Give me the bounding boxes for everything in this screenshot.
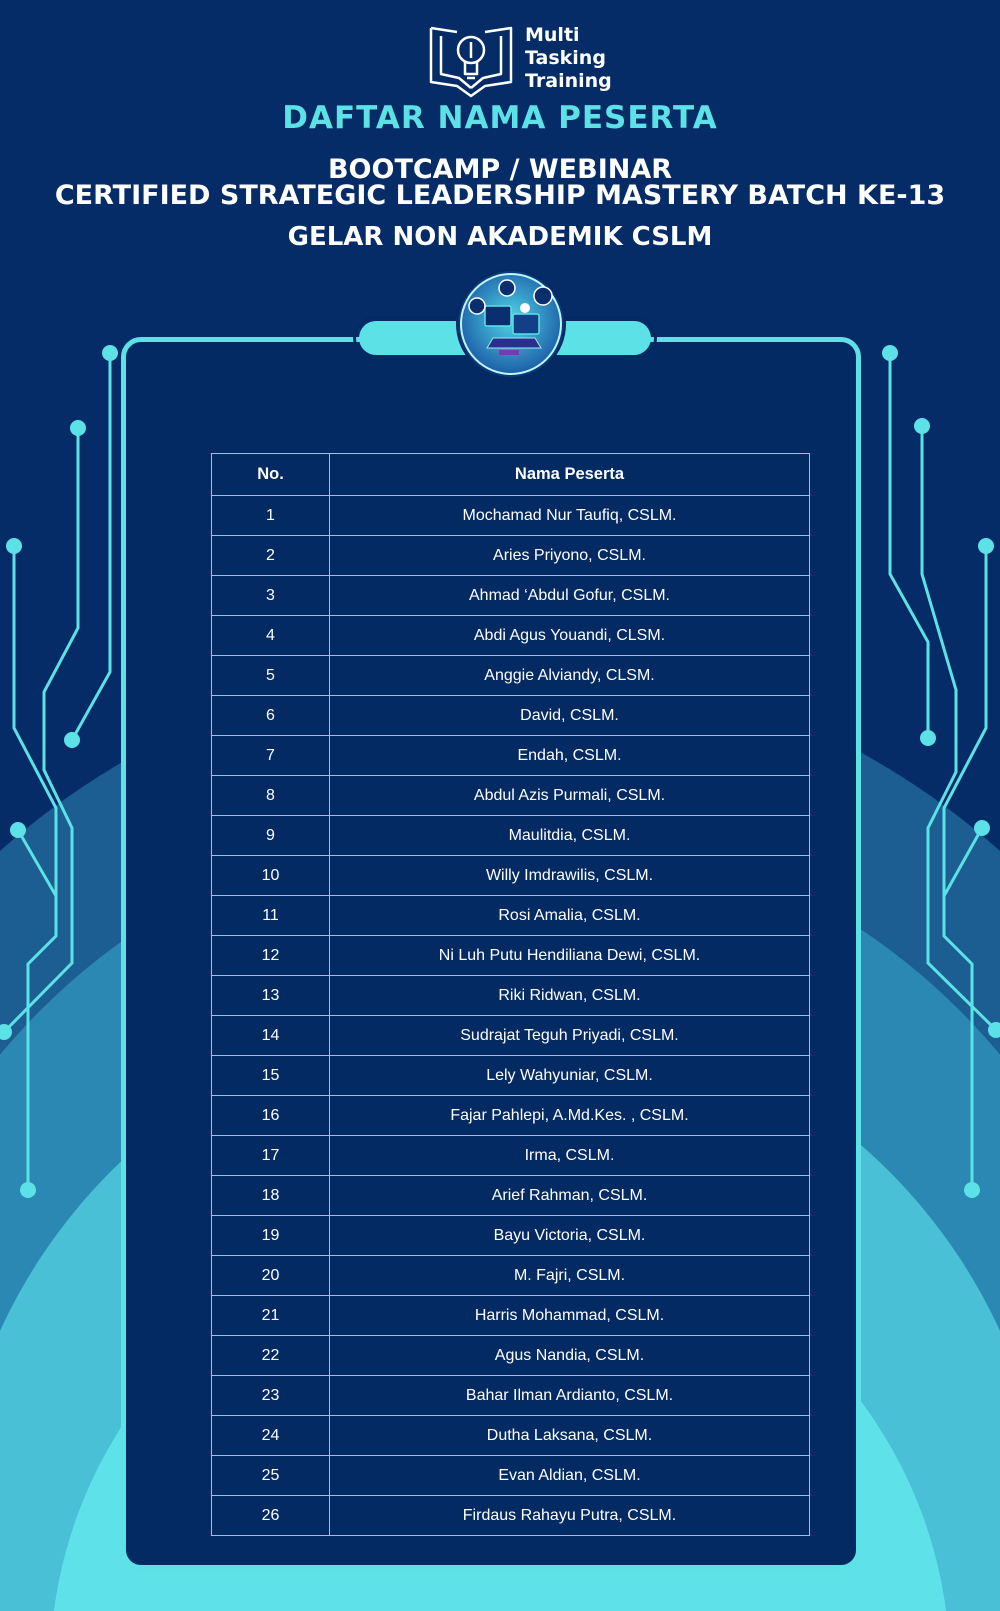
subtitle-line-2: CERTIFIED STRATEGIC LEADERSHIP MASTERY BATCH KE-13	[54, 180, 946, 211]
subtitle-line-3: GELAR NON AKADEMIK CSLM	[287, 222, 713, 252]
table-row	[212, 576, 810, 616]
participant-name: Maulitdia, CSLM.	[330, 816, 810, 856]
participant-name: Anggie Alviandy, CLSM.	[330, 656, 810, 696]
row-number: 19	[212, 1216, 330, 1256]
participant-name: Bahar Ilman Ardianto, CSLM.	[330, 1376, 810, 1416]
participant-name: Evan Aldian, CSLM.	[330, 1456, 810, 1496]
table-row	[212, 1416, 810, 1456]
row-number: 7	[212, 736, 330, 776]
table-row	[212, 1176, 810, 1216]
brand-line-2: Tasking	[525, 47, 606, 69]
participant-name: Lely Wahyuniar, CSLM.	[330, 1056, 810, 1096]
table-row	[212, 816, 810, 856]
table-row	[212, 656, 810, 696]
participant-name: Harris Mohammad, CSLM.	[330, 1296, 810, 1336]
table-row	[212, 976, 810, 1016]
row-number: 5	[212, 656, 330, 696]
participant-name: Agus Nandia, CSLM.	[330, 1336, 810, 1376]
participant-name: Rosi Amalia, CSLM.	[330, 896, 810, 936]
table-header-row	[212, 454, 810, 496]
row-number: 22	[212, 1336, 330, 1376]
table-row	[212, 1096, 810, 1136]
row-number: 17	[212, 1136, 330, 1176]
row-number: 23	[212, 1376, 330, 1416]
table-row	[212, 1496, 810, 1536]
table-row	[212, 1296, 810, 1336]
participant-name: Irma, CSLM.	[330, 1136, 810, 1176]
participant-name: Mochamad Nur Taufiq, CSLM.	[330, 496, 810, 536]
table-row	[212, 896, 810, 936]
participant-name: Aries Priyono, CSLM.	[330, 536, 810, 576]
row-number: 16	[212, 1096, 330, 1136]
participant-name: Ahmad ‘Abdul Gofur, CSLM.	[330, 576, 810, 616]
table-row	[212, 696, 810, 736]
table-row	[212, 616, 810, 656]
participant-name: Dutha Laksana, CSLM.	[330, 1416, 810, 1456]
row-number: 20	[212, 1256, 330, 1296]
table-row	[212, 1376, 810, 1416]
subtitle-line-1: BOOTCAMP / WEBINAR	[327, 154, 673, 185]
table-row	[212, 536, 810, 576]
participant-name: Endah, CSLM.	[330, 736, 810, 776]
table-row	[212, 776, 810, 816]
participant-name: David, CSLM.	[330, 696, 810, 736]
participant-name: Bayu Victoria, CSLM.	[330, 1216, 810, 1256]
header-no: No.	[212, 454, 330, 496]
participant-name: M. Fajri, CSLM.	[330, 1256, 810, 1296]
row-number: 25	[212, 1456, 330, 1496]
brand-line-3: Training	[525, 70, 612, 92]
row-number: 13	[212, 976, 330, 1016]
table-row	[212, 1456, 810, 1496]
participant-name: Sudrajat Teguh Priyadi, CSLM.	[330, 1016, 810, 1056]
brand-line-1: Multi	[525, 24, 580, 46]
participant-name: Ni Luh Putu Hendiliana Dewi, CSLM.	[330, 936, 810, 976]
row-number: 6	[212, 696, 330, 736]
participant-name: Riki Ridwan, CSLM.	[330, 976, 810, 1016]
table-row	[212, 1256, 810, 1296]
brand-logo	[427, 22, 627, 98]
row-number: 2	[212, 536, 330, 576]
row-number: 9	[212, 816, 330, 856]
tech-computer-emblem-icon	[455, 268, 567, 380]
participant-name: Abdi Agus Youandi, CLSM.	[330, 616, 810, 656]
row-number: 1	[212, 496, 330, 536]
table-row	[212, 736, 810, 776]
participant-name: Firdaus Rahayu Putra, CSLM.	[330, 1496, 810, 1536]
row-number: 12	[212, 936, 330, 976]
table-row	[212, 1136, 810, 1176]
row-number: 24	[212, 1416, 330, 1456]
participant-table	[211, 453, 810, 1536]
row-number: 4	[212, 616, 330, 656]
header-name: Nama Peserta	[330, 454, 810, 496]
participant-name: Willy Imdrawilis, CSLM.	[330, 856, 810, 896]
participant-name: Arief Rahman, CSLM.	[330, 1176, 810, 1216]
row-number: 11	[212, 896, 330, 936]
row-number: 3	[212, 576, 330, 616]
table-row	[212, 496, 810, 536]
participant-name: Abdul Azis Purmali, CSLM.	[330, 776, 810, 816]
table-row	[212, 1216, 810, 1256]
row-number: 10	[212, 856, 330, 896]
participant-name: Fajar Pahlepi, A.Md.Kes. , CSLM.	[330, 1096, 810, 1136]
table-row	[212, 1056, 810, 1096]
row-number: 18	[212, 1176, 330, 1216]
book-lightbulb-icon	[427, 22, 517, 98]
table-row	[212, 936, 810, 976]
page-title: DAFTAR NAMA PESERTA	[282, 100, 718, 136]
row-number: 15	[212, 1056, 330, 1096]
row-number: 26	[212, 1496, 330, 1536]
table-row	[212, 856, 810, 896]
table-row	[212, 1016, 810, 1056]
table-row	[212, 1336, 810, 1376]
row-number: 8	[212, 776, 330, 816]
row-number: 21	[212, 1296, 330, 1336]
row-number: 14	[212, 1016, 330, 1056]
